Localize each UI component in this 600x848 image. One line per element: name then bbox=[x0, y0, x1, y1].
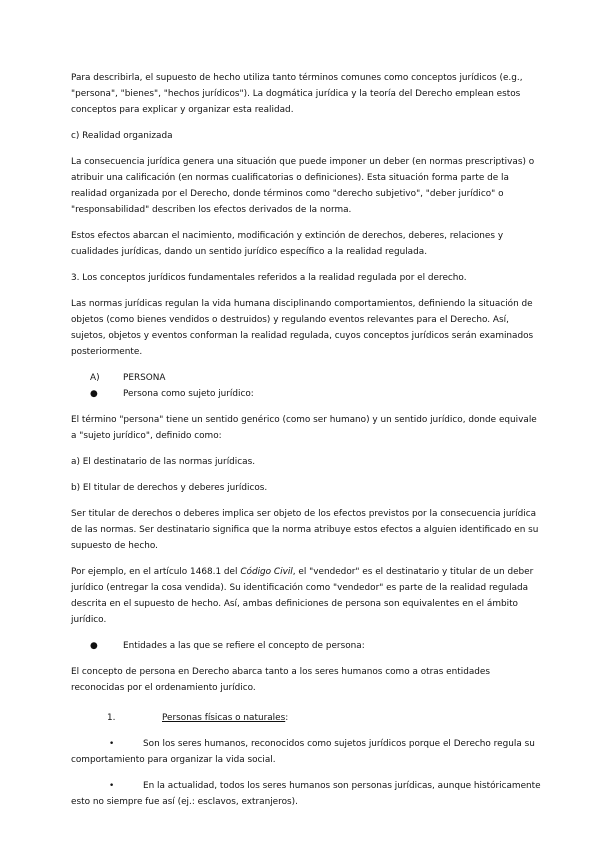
paragraph-text: Por ejemplo, en el artículo 1468.1 del bbox=[71, 567, 241, 577]
emphasis-text: Código Civil bbox=[240, 567, 293, 577]
bullet-text: Persona como sujeto jurídico: bbox=[123, 389, 254, 399]
list-item-persona bbox=[71, 370, 541, 386]
paragraph: a) El destinatario de las normas jurídicas. bbox=[71, 457, 256, 467]
numbered-item bbox=[71, 710, 541, 726]
paragraph: El concepto de persona en Derecho abarca tanto a los seres humanos como a otras entidades reconocidas por el ordenamiento jurídico. bbox=[71, 667, 490, 693]
sub-bullet-item bbox=[71, 778, 541, 810]
bullet-text: En la actualidad, todos los seres humanos son personas jurídicas, aunque históricamente esto no siempre fue así (ej.: esclavos, extranjeros). bbox=[71, 781, 541, 807]
bullet-icon: ● bbox=[90, 389, 98, 399]
section-heading: c) Realidad organizada bbox=[71, 131, 173, 141]
bullet-item bbox=[71, 638, 541, 654]
list-marker: A) bbox=[90, 373, 100, 383]
colon-text: : bbox=[285, 713, 289, 723]
section-heading: 3. Los conceptos jurídicos fundamentales referidos a la realidad regulada por el derecho. bbox=[71, 273, 467, 283]
bullet-text: Entidades a las que se refiere el concepto de persona: bbox=[123, 641, 365, 651]
paragraph: b) El titular de derechos y deberes jurídicos. bbox=[71, 483, 268, 493]
paragraph-text: , el "vendedor" es el destinatario y titular de un deber jurídico (entregar la cosa vendida). Su identificación como "vendedor" es parte de la realidad regulada descrita en el supuesto de hecho. Así, ambas definiciones de persona son equivalentes en el ámbito jurídico. bbox=[71, 567, 534, 625]
paragraph: Estos efectos abarcan el nacimiento, modificación y extinción de derechos, deberes, relaciones y cualidades jurídicas, dando un sentido jurídico específico a la realidad regulada. bbox=[71, 231, 504, 257]
bullet-icon: ● bbox=[90, 641, 98, 651]
paragraph: El término "persona" tiene un sentido genérico (como ser humano) y un sentido jurídico, donde equivale a "sujeto jurídico", definido como: bbox=[71, 415, 537, 441]
bullet-text: Son los seres humanos, reconocidos como sujetos jurídicos porque el Derecho regula su comportamiento para organizar la vida social. bbox=[71, 739, 535, 765]
list-marker: 1. bbox=[107, 713, 116, 723]
paragraph: Las normas jurídicas regulan la vida humana disciplinando comportamientos, definiendo la situación de objetos (como bienes vendidos o destruidos) y regulando eventos relevantes para el Derecho. Así, sujetos, objetos y eventos conforman la realidad regulada, cuyos conceptos jurídicos serán examinados posteriormente. bbox=[71, 299, 534, 357]
list-item-label: PERSONA bbox=[123, 373, 166, 383]
paragraph: La consecuencia jurídica genera una situación que puede imponer un deber (en normas prescriptivas) o atribuir una calificación (en normas cualificatorias o definiciones). Esta situación forma parte de la realidad organizada por el Derecho, donde términos como "derecho subjetivo", "deber jurídico" o "responsabilidad" describen los efectos derivados de la norma. bbox=[71, 157, 535, 215]
underlined-text: Personas físicas o naturales bbox=[162, 713, 286, 723]
paragraph: Para describirla, el supuesto de hecho utiliza tanto términos comunes como conceptos jurídicos (e.g., "persona", "bienes", "hechos jurídicos"). La dogmática jurídica y la teoría del Derecho emplean estos conceptos para explicar y organizar esta realidad. bbox=[71, 73, 523, 115]
paragraph bbox=[71, 564, 541, 628]
sub-bullet-item bbox=[71, 736, 541, 768]
numbered-item-label bbox=[162, 710, 288, 726]
bullet-icon: • bbox=[109, 739, 115, 749]
paragraph: Ser titular de derechos o deberes implica ser objeto de los efectos previstos por la consecuencia jurídica de las normas. Ser destinatario significa que la norma atribuye estos efectos a alguien identificado en su supuesto de hecho. bbox=[71, 509, 539, 551]
bullet-icon: • bbox=[109, 781, 115, 791]
document-body bbox=[71, 70, 541, 810]
bullet-item bbox=[71, 386, 541, 402]
